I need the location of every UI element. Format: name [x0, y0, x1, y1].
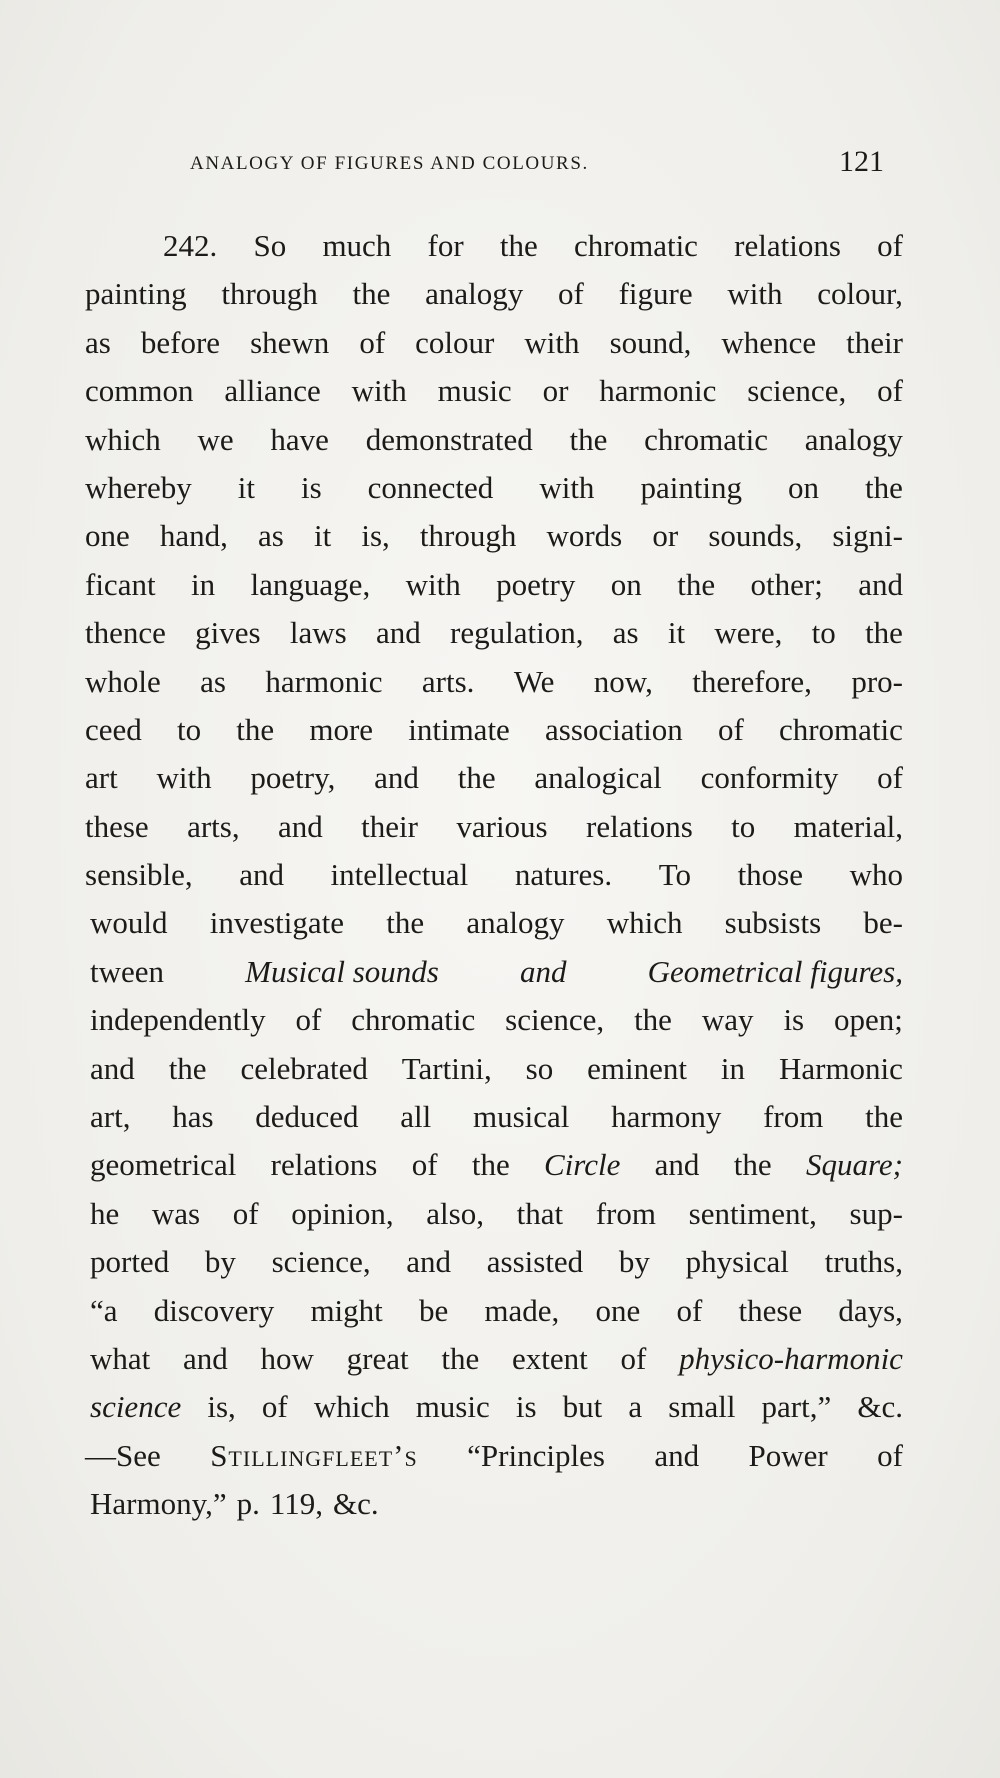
- word: the: [569, 421, 608, 457]
- text-line: [85, 319, 903, 367]
- word: might: [310, 1292, 383, 1328]
- word: relations: [270, 1147, 378, 1183]
- word: thence: [85, 615, 166, 651]
- word: geometrical: [90, 1147, 237, 1183]
- word: by: [618, 1244, 650, 1280]
- text-line: [85, 1190, 903, 1238]
- word: the: [168, 1050, 207, 1086]
- word: material,: [793, 808, 903, 844]
- text-line: [85, 1141, 903, 1189]
- word: days,: [838, 1292, 903, 1328]
- word: of: [877, 1437, 903, 1473]
- word: alliance: [224, 373, 321, 409]
- word: their: [361, 808, 418, 844]
- word: with: [351, 373, 407, 409]
- word: We: [513, 663, 555, 699]
- word: is: [783, 1002, 805, 1038]
- word: musical: [473, 1099, 570, 1135]
- word: would: [90, 905, 168, 941]
- word: of: [717, 711, 744, 747]
- word: the: [634, 1002, 672, 1038]
- word: now,: [593, 663, 653, 699]
- word: for: [427, 228, 464, 263]
- word: also,: [426, 1195, 484, 1231]
- word: intellectual: [330, 857, 469, 893]
- word: shewn: [250, 324, 330, 360]
- word: by: [204, 1244, 236, 1280]
- word: gives: [195, 615, 261, 651]
- word: other;: [750, 566, 823, 602]
- word: how: [260, 1340, 314, 1376]
- word: from: [595, 1195, 656, 1231]
- word: chromatic: [574, 228, 698, 263]
- word: science,: [747, 373, 847, 409]
- word: one: [85, 518, 130, 554]
- word: it: [667, 615, 686, 651]
- word: have: [270, 421, 329, 457]
- italic-phrase: Musical sounds: [245, 953, 439, 989]
- text-line: [85, 851, 903, 899]
- word: in: [720, 1050, 746, 1086]
- word: chromatic: [351, 1002, 476, 1038]
- word: Tartini,: [401, 1050, 492, 1086]
- text-line: [85, 464, 903, 512]
- word: &c.: [857, 1389, 903, 1425]
- text-line: [85, 658, 903, 706]
- word: from: [763, 1099, 824, 1135]
- word: as: [612, 615, 639, 651]
- word: independently: [90, 1002, 266, 1038]
- word: before: [140, 324, 221, 360]
- word: as: [258, 518, 284, 554]
- word: Harmonic: [778, 1050, 903, 1086]
- word: which: [606, 905, 683, 941]
- word: sounds,: [708, 518, 803, 554]
- word: of: [558, 276, 584, 312]
- text-line: [85, 803, 903, 851]
- word: words: [546, 518, 623, 554]
- word: with: [727, 276, 783, 312]
- word: and: [278, 808, 323, 844]
- word: relations: [734, 228, 841, 263]
- word: signi-: [832, 518, 903, 554]
- italic-word: Square;: [805, 1147, 903, 1183]
- word: of: [295, 1002, 322, 1038]
- word: which: [313, 1389, 390, 1425]
- word: analogy: [425, 276, 524, 312]
- word: relations: [586, 808, 693, 844]
- word: extent: [512, 1340, 588, 1376]
- word: language,: [250, 566, 371, 602]
- word: subsists: [724, 905, 822, 941]
- word: small: [668, 1389, 736, 1425]
- word: made,: [484, 1292, 560, 1328]
- word: to: [811, 615, 836, 651]
- word: of: [261, 1389, 288, 1425]
- text-line: [85, 1432, 903, 1480]
- word: association: [545, 711, 683, 747]
- word: to: [731, 808, 756, 844]
- word: what: [90, 1340, 151, 1376]
- word: sensible,: [85, 857, 193, 893]
- text-line: [85, 899, 903, 947]
- word: pro-: [851, 663, 903, 699]
- section-number: 242.: [163, 228, 218, 263]
- word: and: [858, 566, 903, 602]
- text-line: [85, 512, 903, 560]
- word: the: [441, 1340, 480, 1376]
- word: more: [309, 711, 374, 747]
- text-line: [85, 367, 903, 415]
- word: be: [418, 1292, 449, 1328]
- word: and: [654, 1147, 700, 1183]
- running-head: [190, 145, 890, 185]
- word: the: [457, 760, 496, 796]
- word: that: [516, 1195, 564, 1231]
- text-line: [85, 948, 903, 996]
- word: opinion,: [291, 1195, 394, 1231]
- word: and: [183, 1340, 228, 1376]
- word: of: [620, 1340, 647, 1376]
- word: it: [237, 469, 255, 505]
- word: demonstrated: [365, 421, 533, 457]
- word: eminent: [587, 1050, 687, 1086]
- word: sentiment,: [688, 1195, 817, 1231]
- word: the: [677, 566, 716, 602]
- word: laws: [289, 615, 347, 651]
- word: as: [85, 324, 111, 360]
- page-number: 121: [839, 145, 884, 178]
- text-line: [85, 1287, 903, 1335]
- text-line: [85, 609, 903, 657]
- italic-word: physico-harmonic: [679, 1340, 903, 1376]
- word: through: [419, 518, 517, 554]
- word: be-: [863, 905, 903, 941]
- word: harmony: [611, 1099, 722, 1135]
- word: as: [200, 663, 226, 699]
- word: arts.: [421, 663, 475, 699]
- word: their: [846, 324, 903, 360]
- word: art: [85, 760, 118, 796]
- word: various: [456, 808, 548, 844]
- word: the: [865, 469, 903, 505]
- paragraph-242: [85, 222, 903, 1529]
- word: way: [701, 1002, 754, 1038]
- word: music: [437, 373, 512, 409]
- word: —See: [85, 1437, 161, 1473]
- italic-word: and: [519, 953, 567, 989]
- word: all: [400, 1099, 432, 1135]
- word: with: [524, 324, 580, 360]
- word: those: [737, 857, 803, 893]
- text-line: [85, 561, 903, 609]
- text-line: [85, 416, 903, 464]
- word: intimate: [408, 711, 510, 747]
- word: sup-: [849, 1195, 903, 1231]
- word: a: [628, 1389, 643, 1425]
- word: 119,: [269, 1486, 323, 1522]
- word: music: [415, 1389, 490, 1425]
- word: and: [90, 1050, 135, 1086]
- word: science,: [505, 1002, 605, 1038]
- word: in: [191, 566, 216, 602]
- word: colour: [415, 324, 495, 360]
- word: celebrated: [240, 1050, 368, 1086]
- word: has: [172, 1099, 214, 1135]
- word: he: [90, 1195, 120, 1231]
- word: so: [525, 1050, 554, 1086]
- word: of: [877, 228, 903, 263]
- word: whole: [85, 663, 161, 699]
- word: art,: [90, 1099, 131, 1135]
- word: whence: [721, 324, 817, 360]
- word: great: [346, 1340, 409, 1376]
- word: but: [562, 1389, 603, 1425]
- word: is: [300, 469, 322, 505]
- word: assisted: [486, 1244, 584, 1280]
- word: sound,: [609, 324, 692, 360]
- word: investigate: [209, 905, 345, 941]
- word: who: [849, 857, 903, 893]
- word: natures.: [514, 857, 613, 893]
- italic-phrase: Geometrical figures,: [647, 953, 903, 989]
- text-line: [85, 1335, 903, 1383]
- word: these: [85, 808, 149, 844]
- word: the: [352, 276, 391, 312]
- word: tween: [90, 953, 165, 989]
- word: or: [542, 373, 569, 409]
- text-line: [85, 270, 903, 318]
- word: analogical: [534, 760, 662, 796]
- word: science,: [271, 1244, 371, 1280]
- word: the: [733, 1147, 772, 1183]
- word: of: [232, 1195, 259, 1231]
- word: of: [359, 324, 386, 360]
- word: truths,: [824, 1244, 903, 1280]
- word: and: [406, 1244, 452, 1280]
- word: and: [376, 615, 421, 651]
- word: part,”: [761, 1389, 832, 1425]
- word: therefore,: [692, 663, 812, 699]
- word: &c.: [332, 1486, 379, 1522]
- text-line: [85, 1093, 903, 1141]
- word: To: [658, 857, 691, 893]
- word: of: [411, 1147, 438, 1183]
- word: with: [539, 469, 595, 505]
- word: p.: [236, 1486, 260, 1522]
- word: analogy: [466, 905, 565, 941]
- word: was: [151, 1195, 201, 1231]
- word: discovery: [153, 1292, 275, 1328]
- word: the: [865, 615, 903, 651]
- word: Power: [748, 1437, 828, 1473]
- word: whereby: [85, 469, 192, 505]
- word: it: [313, 518, 332, 554]
- text-line: [85, 1480, 903, 1528]
- word: painting: [640, 469, 743, 505]
- word: we: [197, 421, 234, 457]
- text-line: [85, 706, 903, 754]
- word: the: [236, 711, 275, 747]
- word: which: [85, 421, 161, 457]
- word: figure: [618, 276, 693, 312]
- word: on: [788, 469, 820, 505]
- word: ported: [90, 1244, 170, 1280]
- word: connected: [367, 469, 494, 505]
- word: of: [877, 760, 903, 796]
- word: is,: [361, 518, 390, 554]
- word: poetry,: [250, 760, 336, 796]
- word: the: [499, 228, 538, 263]
- word: one: [595, 1292, 641, 1328]
- text-line: [85, 996, 903, 1044]
- word: or: [652, 518, 679, 554]
- text-line: [85, 1383, 903, 1431]
- word: these: [738, 1292, 803, 1328]
- italic-word: science: [90, 1389, 182, 1425]
- word: with: [156, 760, 212, 796]
- word: the: [386, 905, 425, 941]
- author-name: Stillingfleet’s: [210, 1437, 418, 1473]
- word: were,: [714, 615, 783, 651]
- word: through: [221, 276, 318, 312]
- word: “Principles: [467, 1437, 605, 1473]
- word: and: [239, 857, 284, 893]
- word: the: [865, 1099, 903, 1135]
- word: poetry: [496, 566, 576, 602]
- word: and: [654, 1437, 700, 1473]
- word: much: [322, 228, 392, 263]
- word: “a: [90, 1292, 118, 1328]
- word: hand,: [159, 518, 228, 554]
- word: chromatic: [778, 711, 903, 747]
- word: of: [676, 1292, 703, 1328]
- word: chromatic: [644, 421, 769, 457]
- text-line: [85, 1045, 903, 1093]
- word: ceed: [85, 711, 142, 747]
- word: regulation,: [450, 615, 584, 651]
- word: open;: [834, 1002, 903, 1038]
- word: analogy: [804, 421, 903, 457]
- word: to: [176, 711, 202, 747]
- word: colour,: [817, 276, 903, 312]
- text-line: [85, 222, 903, 270]
- text-line: [85, 754, 903, 802]
- word: ficant: [85, 566, 156, 602]
- word: is,: [207, 1389, 236, 1425]
- word: deduced: [255, 1099, 359, 1135]
- word: with: [405, 566, 461, 602]
- word: the: [471, 1147, 510, 1183]
- running-title: ANALOGY OF FIGURES AND COLOURS.: [190, 153, 589, 174]
- word: is: [515, 1389, 537, 1425]
- word: physical: [685, 1244, 789, 1280]
- word: harmonic: [265, 663, 383, 699]
- word: conformity: [700, 760, 839, 796]
- text-line: [85, 1238, 903, 1286]
- word: arts,: [187, 808, 240, 844]
- word: harmonic: [599, 373, 717, 409]
- word: So: [253, 228, 287, 263]
- word: painting: [85, 276, 187, 312]
- word: on: [610, 566, 642, 602]
- word: and: [374, 760, 419, 796]
- word: Harmony,”: [90, 1486, 227, 1522]
- word: common: [85, 373, 194, 409]
- italic-word: Circle: [544, 1147, 621, 1183]
- word: of: [877, 373, 903, 409]
